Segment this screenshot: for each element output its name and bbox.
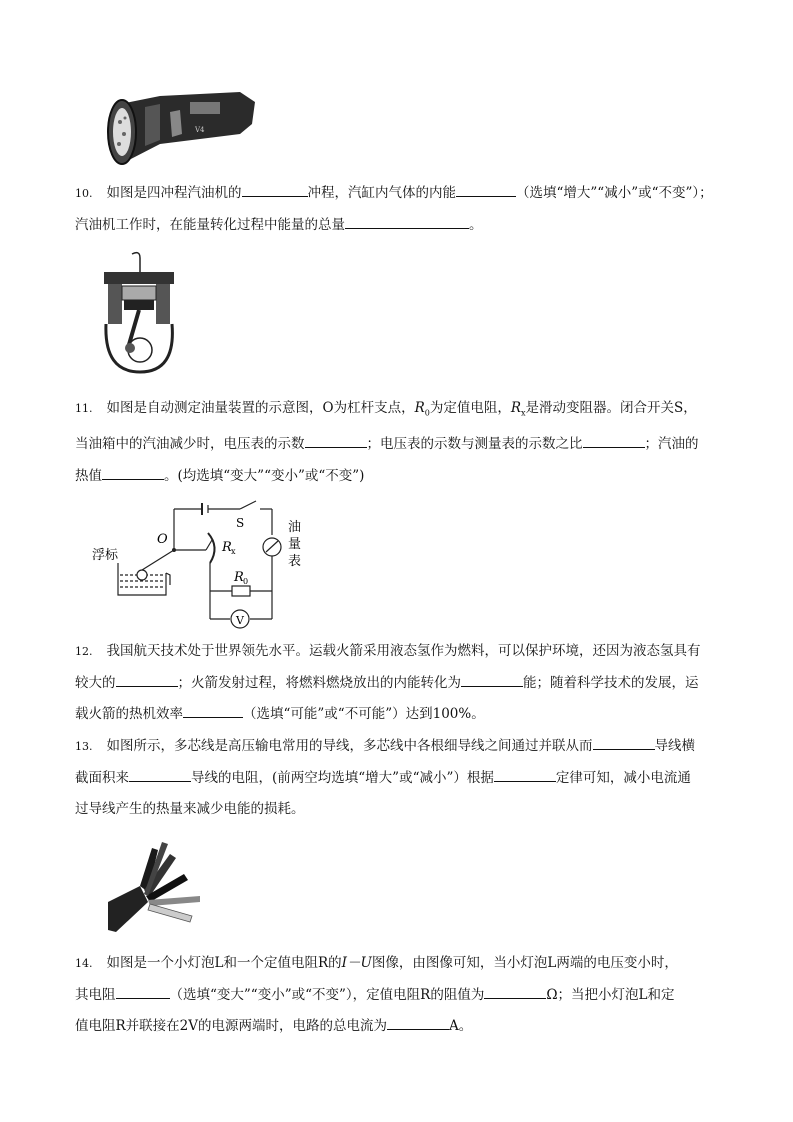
answer-blank[interactable] [461,672,523,687]
answer-blank[interactable] [305,433,367,448]
float-label: 浮标 [92,548,119,563]
answer-blank[interactable] [494,767,556,782]
voltmeter-label: V [236,614,244,627]
pivot-label: O [157,532,168,547]
question-number: 11. [75,402,93,415]
engine-figure [100,250,180,375]
question-12: 12. 我国航天技术处于世界领先水平。运载火箭采用液态氢作为燃料，可以保护环境，还因为液态氢具有 较大的 ；火箭发射过程，将燃料燃烧放出的内能转化为 能；随着科学技术的发展，运 载火箭的热机效率 （选填“可能”或“不可能”）达到100%。 [75,643,701,722]
multi-core-cable-figure [100,830,210,935]
question-10: 10. 如图是四冲程汽油机的 冲程，汽缸内气体的内能 （选填“增大”“减小”或“不变”）； 汽油机工作时，在能量转化过程中能量的总量 。 [75,178,745,241]
question-number: 13. [75,740,93,753]
rx-subscript: x [231,547,236,556]
answer-blank[interactable] [116,672,178,687]
answer-blank[interactable] [183,703,243,718]
answer-blank[interactable] [456,182,516,197]
r0-subscript: 0 [243,577,249,586]
svg-text:V4: V4 [195,126,205,134]
answer-blank[interactable] [484,984,546,999]
question-number: 12. [75,645,93,658]
oil-gauge-circuit-figure [90,495,320,635]
question-number: 10. [75,187,93,200]
question-14: 14. 如图是一个小灯泡L和一个定值电阻R的I－U图像，由图像可知，当小灯泡L两端的电压变小时， 其电阻 （选填“变大”“变小”或“不变”），定值电阻R的阻值为 Ω；当把小灯泡L和定 值电阻R并联接在2V的电源两端时，电路的总电流为 A。 [75,955,678,1034]
meter-label: 量 [288,537,302,552]
answer-blank[interactable] [387,1015,449,1030]
answer-blank[interactable] [116,984,170,999]
question-11: 11. 如图是自动测定油量装置的示意图，O为杠杆支点，$R_0$为定值电阻，$R_x$是滑动变阻器。闭合开关S， 当油箱中的汽油减少时，电压表的示数 ；电压表的示数与测量表的示数之比 ；汽油的 热值 。(均选填“变大”“变小”或“不变”) [75,400,699,484]
answer-blank[interactable] [583,433,645,448]
flashlight-figure [100,82,265,177]
meter-label: 表 [288,554,302,569]
rx-label: R [222,540,232,555]
answer-blank[interactable] [593,735,655,750]
switch-label: S [236,516,245,530]
question-13: 13. 如图所示，多芯线是高压输电常用的导线，多芯线中各根细导线之间通过并联从而 导线横 截面积来 导线的电阻，(前两空均选填“增大”或“减小”）根据 定律可知，减小电流通 过导线产生的热量来减少电能的损耗。 [75,731,745,826]
question-number: 14. [75,957,93,970]
r0-label: R [234,570,244,585]
meter-label: 油 [288,520,302,535]
answer-blank[interactable] [242,182,308,197]
answer-blank[interactable] [102,465,164,480]
answer-blank[interactable] [129,767,191,782]
answer-blank[interactable] [345,214,469,229]
